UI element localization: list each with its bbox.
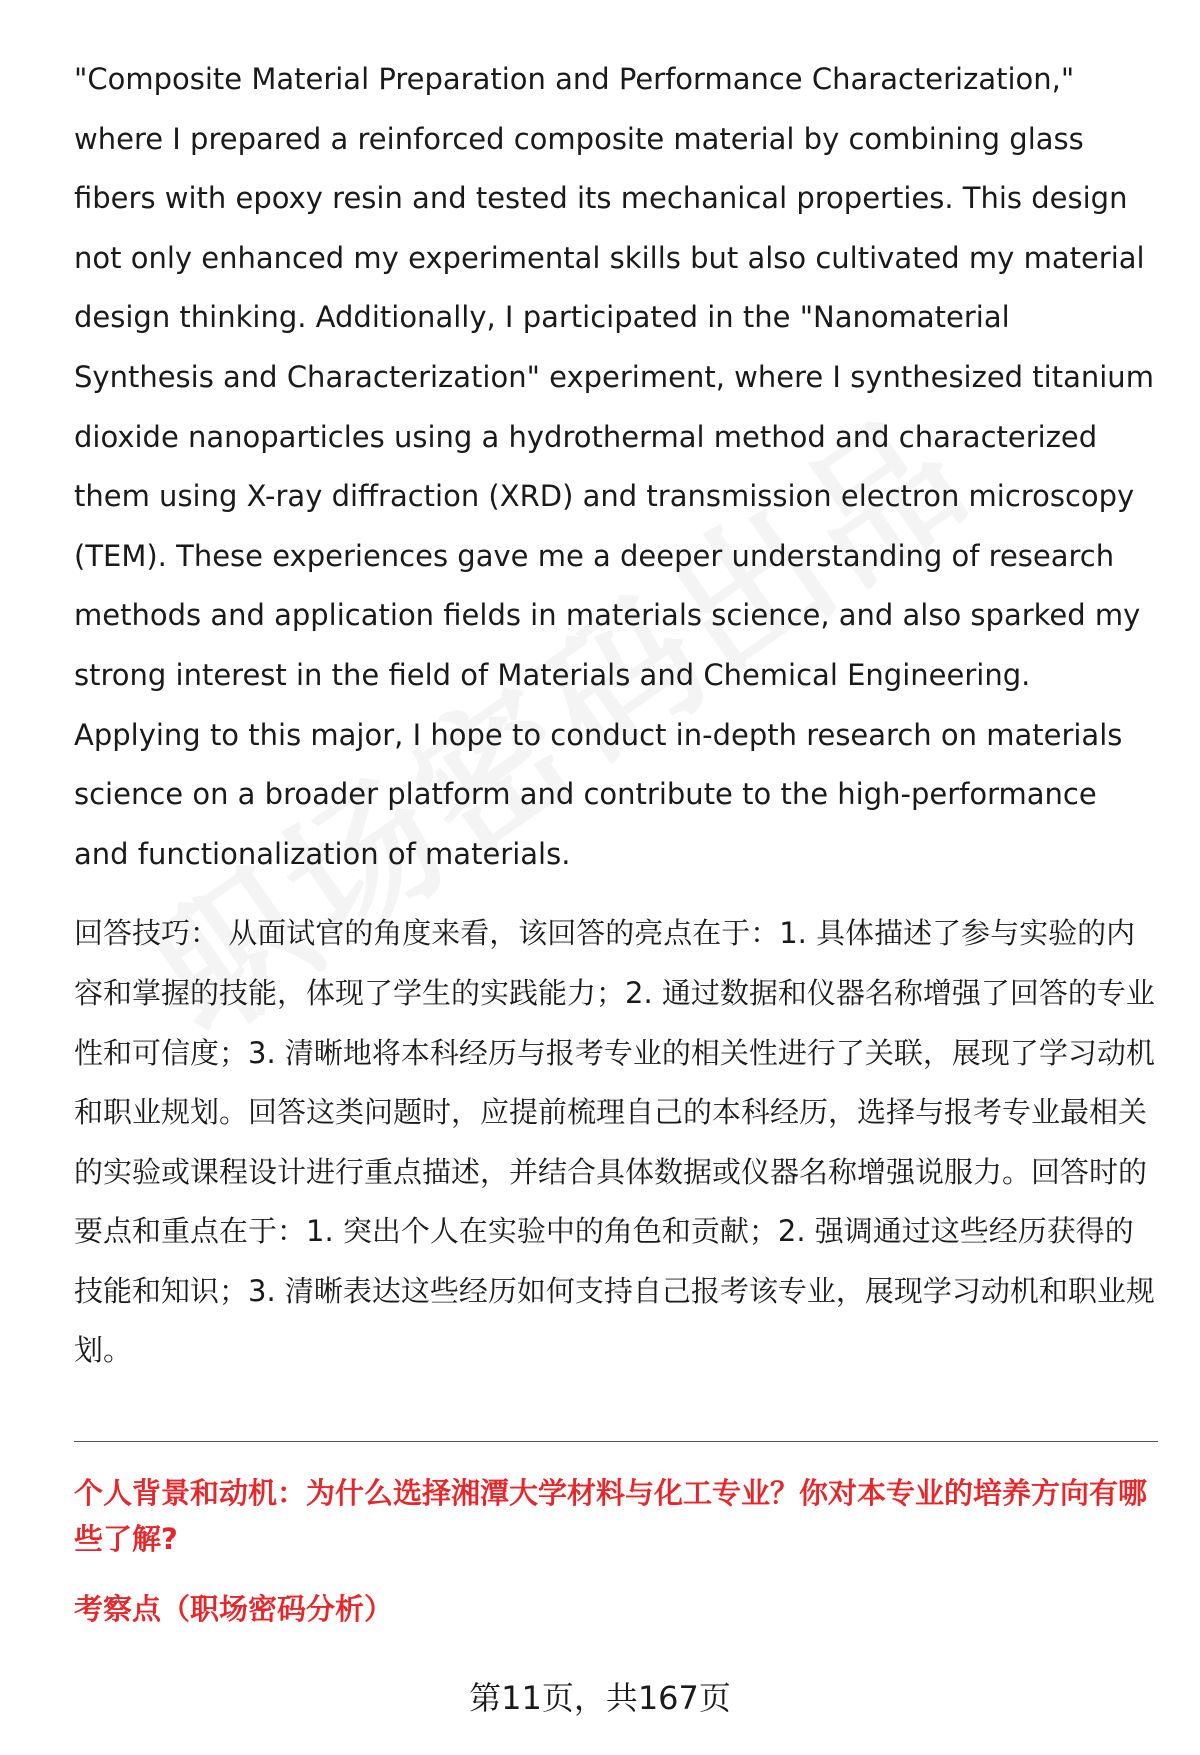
answer-paragraph: "Composite Material Preparation and Performance Characterization," where I prepared a reinforced composite material by combining glass fibers with epoxy resin and tested its mechanical properties. This design not only enhanced my experimental skills but also cultivated my material design thinking. Additionally, I participated in the "Nanomaterial Synthesis and Characterization" experiment, where I synthesized titanium dioxide nanoparticles using a hydrothermal method and characterized them using X-ray diffraction (XRD) and transmission electron microscopy (TEM). These experiences gave me a deeper understanding of research methods and application fields in materials science, and also sparked my strong interest in the field of Materials and Chemical Engineering. Applying to this major, I hope to conduct in-depth research on materials science on a broader platform and contribute to the high-performance and functionalization of materials.	[74, 62, 1154, 871]
answer-tips-paragraph: 回答技巧： 从面试官的角度来看，该回答的亮点在于：1. 具体描述了参与实验的内容和掌握的技能，体现了学生的实践能力；2. 通过数据和仪器名称增强了回答的专业性和可信度；3. 清晰地将本科经历与报考专业的相关性进行了关联，展现了学习动机和职业规划。回答这类问题时，应提前梳理自己的本科经历，选择与报考专业最相关的实验或课程设计进行重点描述，并结合具体数据或仪器名称增强说服力。回答时的要点和重点在于：1. 突出个人在实验中的角色和贡献；2. 强调通过这些经历获得的技能和知识；3. 清晰表达这些经历如何支持自己报考该专业，展现学习动机和职业规划。	[74, 916, 1155, 1368]
section-divider	[74, 1441, 1158, 1442]
question-heading: 个人背景和动机：为什么选择湘潭大学材料与化工专业？你对本专业的培养方向有哪些了解?	[74, 1476, 1148, 1556]
exam-point-heading: 考察点（职场密码分析）	[74, 1592, 394, 1626]
content-area	[74, 50, 1158, 1381]
page-number-footer: 第11页，共167页	[469, 1679, 731, 1717]
